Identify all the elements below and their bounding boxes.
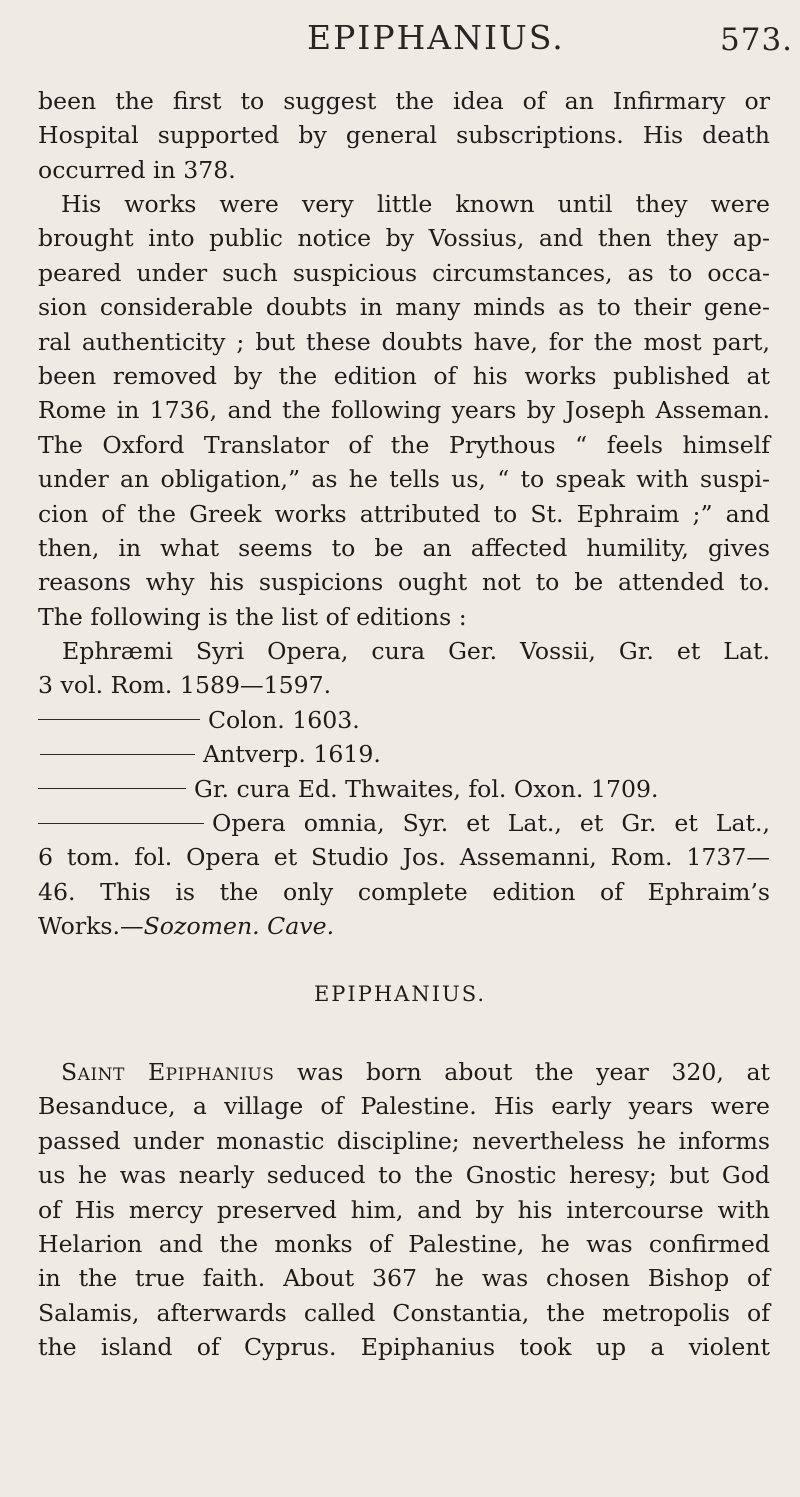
text-line: Hospital supported by general subscriptions. His death: [38, 121, 770, 150]
works-word: Works.—: [38, 912, 144, 941]
text-line: then, in what seems to be an affected humility, gives: [38, 533, 770, 562]
lead-line-rest: was born about the year 320, at: [274, 1058, 771, 1086]
text-line: [38, 1055, 770, 1089]
ditto-rule: [38, 823, 204, 824]
text-line: The Oxford Translator of the Prythous “ feels himself: [38, 430, 770, 459]
source-citation: Sozomen. Cave.: [143, 912, 335, 941]
text-line: cion of the Greek works attributed to St. Ephraim ;” and: [38, 499, 770, 528]
ditto-rule: [38, 788, 186, 789]
text-line: brought into public notice by Vossius, and then they ap-: [38, 224, 770, 253]
text-line: Rome in 1736, and the following years by Joseph Asseman.: [38, 396, 770, 425]
text-line: ral authenticity ; but these doubts have, for the most part,: [38, 327, 770, 356]
running-title: EPIPHANIUS.: [307, 18, 565, 57]
text-line: of His mercy preserved him, and by his intercourse with: [38, 1195, 770, 1224]
text-line: Helarion and the monks of Palestine, he was confirmed: [38, 1229, 770, 1258]
text-line: 6 tom. fol. Opera et Studio Jos. Assemanni, Rom. 1737—: [38, 843, 770, 872]
text-line: occurred in 378.: [38, 155, 236, 184]
ditto-rule: [40, 754, 195, 755]
text-line: [38, 909, 770, 943]
running-head: [0, 18, 800, 62]
edition-entry: [0, 737, 770, 771]
paragraph-infirmary: [38, 84, 770, 187]
edition-entry: [0, 772, 770, 806]
editions-list: [38, 634, 770, 944]
edition-thwaites: Gr. cura Ed. Thwaites, fol. Oxon. 1709.: [194, 774, 659, 803]
text-line: been the first to suggest the idea of an Infirmary or: [38, 87, 770, 115]
text-line: the island of Cyprus. Epiphanius took up a violent: [38, 1333, 770, 1362]
section-heading: EPIPHANIUS.: [313, 982, 487, 1006]
text-line: Besanduce, a village of Palestine. His early years were: [38, 1092, 770, 1121]
edition-antverp: Antverp. 1619.: [203, 740, 381, 769]
text-line: passed under monastic discipline; nevertheless he informs: [38, 1126, 770, 1155]
page-number: 573.: [720, 22, 794, 58]
text-line: His works were very little known until they were: [61, 190, 770, 218]
paragraph-epiphanius: [38, 1055, 770, 1365]
text-line: reasons why his suspicions ought not to be attended to.: [38, 568, 770, 597]
edition-colon: Colon. 1603.: [208, 705, 360, 734]
text-line: Salamis, afterwards called Constantia, the metropolis of: [38, 1298, 770, 1327]
text-line: sion considerable doubts in many minds as to their gene-: [38, 293, 770, 322]
edition-entry: [0, 806, 770, 840]
edition-entry: Ephræmi Syri Opera, cura Ger. Vossii, Gr. et Lat.: [62, 637, 770, 665]
text-line: in the true faith. About 367 he was chosen Bishop of: [38, 1264, 770, 1293]
edition-entry: 3 vol. Rom. 1589—1597.: [38, 671, 332, 700]
edition-entry: [0, 703, 770, 737]
text-line: 46. This is the only complete edition of Ephraim’s: [38, 877, 770, 906]
text-line: peared under such suspicious circumstances, as to occa-: [38, 258, 770, 287]
ditto-rule: [38, 719, 200, 720]
text-line: The following is the list of editions :: [38, 602, 467, 631]
edition-opera: Opera omnia, Syr. et Lat., et Gr. et Lat.,: [212, 808, 770, 837]
text-line: under an obligation,” as he tells us, “ to speak with suspi-: [38, 465, 770, 494]
text-line: us he was nearly seduced to the Gnostic heresy; but God: [38, 1161, 770, 1190]
paragraph-works: [38, 187, 770, 634]
text-line: been removed by the edition of his works published at: [38, 361, 770, 390]
lead-words: Saint Epiphanius: [61, 1058, 275, 1086]
